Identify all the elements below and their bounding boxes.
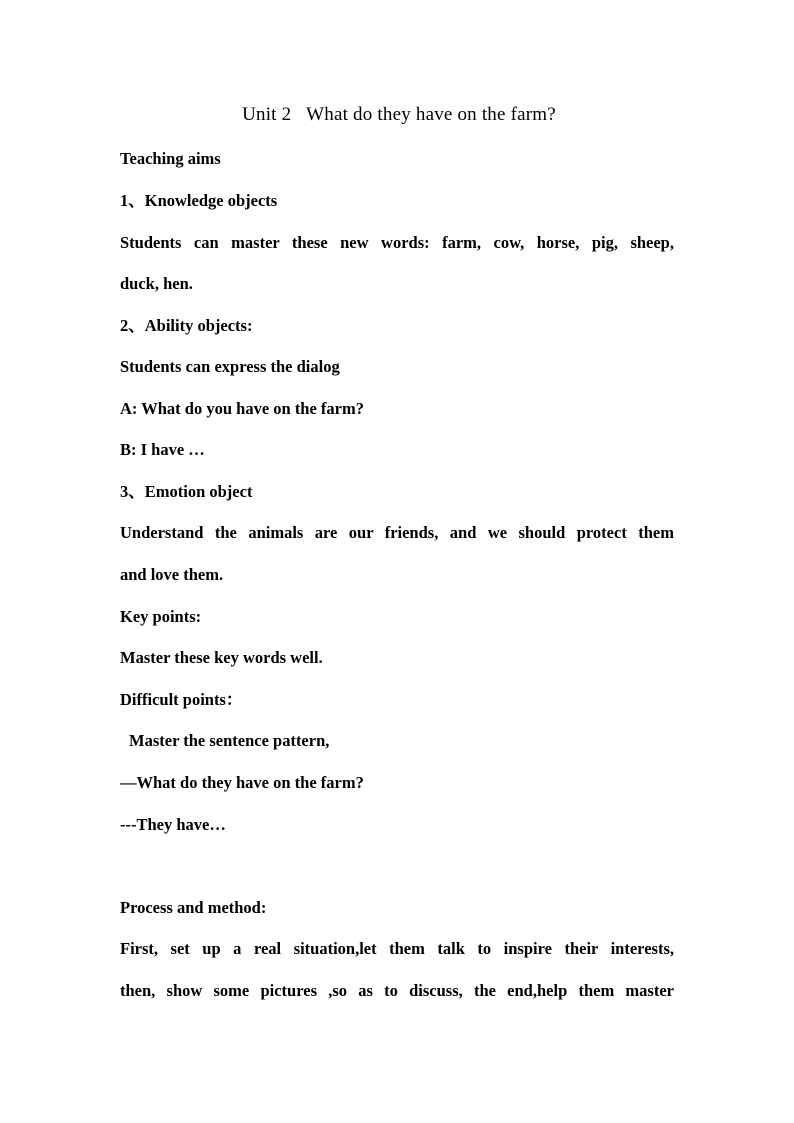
dialog-line: B: I have … bbox=[120, 440, 205, 459]
paragraph-line: Understand the animals are our friends, and we should protect them bbox=[120, 523, 674, 542]
paragraph-line: Master these key words well. bbox=[120, 648, 323, 667]
heading-knowledge-objects: 1、Knowledge objects bbox=[120, 191, 278, 210]
dialog-line: A: What do you have on the farm? bbox=[120, 399, 364, 418]
heading-teaching-aims: Teaching aims bbox=[120, 149, 221, 168]
page-title: Unit 2 What do they have on the farm? bbox=[242, 104, 556, 125]
heading-key-points: Key points: bbox=[120, 607, 202, 626]
heading-difficult-points: Difficult points： bbox=[120, 690, 243, 709]
paragraph-line: duck, hen. bbox=[120, 274, 193, 293]
paragraph-line: First, set up a real situation,let them talk to inspire their interests, bbox=[120, 939, 674, 958]
paragraph-line: and love them. bbox=[120, 565, 224, 584]
paragraph-line: Students can master these new words: farm, cow, horse, pig, sheep, bbox=[120, 233, 674, 252]
paragraph-line: then, show some pictures ,so as to discuss, the end,help them master bbox=[120, 981, 674, 1000]
paragraph-line: Students can express the dialog bbox=[120, 357, 340, 376]
dialog-line: —What do they have on the farm? bbox=[120, 773, 364, 792]
paragraph-line: Master the sentence pattern, bbox=[129, 731, 330, 750]
heading-ability-objects: 2、Ability objects: bbox=[120, 316, 253, 335]
heading-emotion-object: 3、Emotion object bbox=[120, 482, 253, 501]
heading-process-and-method: Process and method: bbox=[120, 898, 267, 917]
dialog-line: ---They have… bbox=[120, 815, 226, 834]
